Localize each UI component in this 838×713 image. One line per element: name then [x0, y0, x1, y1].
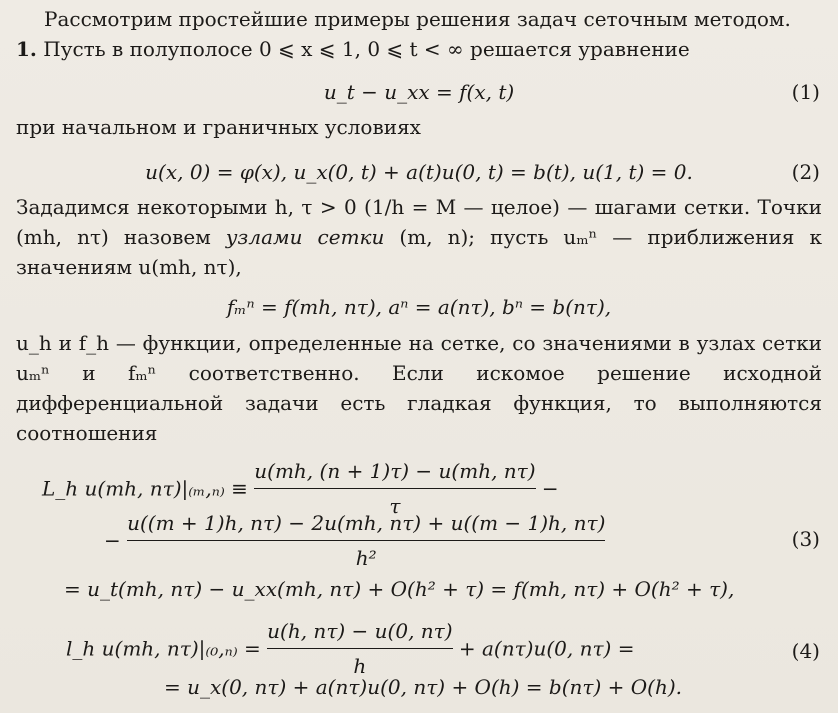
- equation-1: [16, 72, 822, 112]
- equation-4-fraction-numerator: u(h, nτ) − u(0, nτ): [267, 619, 453, 643]
- equation-4-line-2: = u_x(0, nτ) + a(nτ)u(0, nτ) + O(h) = b(nτ) + O(h).: [164, 675, 682, 699]
- fraction-bar: [254, 488, 535, 489]
- grid-definitions-body: fₘⁿ = f(mh, nτ), aⁿ = a(nτ), bⁿ = b(nτ),: [226, 295, 612, 319]
- equation-4: [16, 616, 822, 706]
- equation-3-line-3: = u_t(mh, nτ) − u_xx(mh, nτ) + O(h² + τ) = f(mh, nτ) + O(h² + τ),: [64, 577, 735, 601]
- equation-2: [16, 152, 822, 192]
- item-1-paragraph: [16, 34, 822, 64]
- equation-2-body: u(x, 0) = φ(x), u_x(0, t) + a(t)u(0, t) = b(t), u(1, t) = 0.: [145, 160, 693, 184]
- equation-1-body: u_t − u_xx = f(x, t): [323, 80, 515, 104]
- equation-3-line-2: [104, 508, 605, 573]
- equation-4-lhs: l_h u(mh, nτ)|₍₀,ₙ₎ =: [66, 636, 261, 661]
- intro-paragraph: Рассмотрим простейшие примеры решения задач сеточным методом.: [44, 7, 791, 31]
- grid-paragraph: [16, 192, 822, 282]
- equation-3-fraction-1-denominator: τ: [389, 494, 401, 518]
- page-content: [16, 4, 822, 706]
- equation-3-minus-start: −: [104, 528, 121, 553]
- equation-3-fraction-2-denominator: h²: [355, 546, 377, 570]
- equation-3-fraction-2: [127, 508, 605, 573]
- equation-3-number: (3): [791, 527, 820, 551]
- item-1-text: Пусть в полуполосе 0 ⩽ x ⩽ 1, 0 ⩽ t < ∞ решается уравнение: [43, 37, 690, 61]
- conditions-paragraph: при начальном и граничных условиях: [16, 115, 421, 139]
- equation-3-minus-end: −: [541, 476, 559, 501]
- item-number: 1.: [16, 37, 37, 61]
- equation-3-fraction-2-numerator: u((m + 1)h, nτ) − 2u(mh, nτ) + u((m − 1)h, nτ): [127, 511, 606, 535]
- equation-2-number: (2): [791, 160, 820, 184]
- fraction-bar: [127, 540, 605, 541]
- equation-3: [16, 456, 822, 608]
- equation-4-rhs: + a(nτ)u(0, nτ) =: [458, 636, 635, 661]
- equation-4-number: (4): [791, 639, 820, 663]
- equation-3-fraction-1-numerator: u(mh, (n + 1)τ) − u(mh, nτ): [254, 459, 536, 483]
- grid-text-a: Зададимся некоторыми h, τ > 0 (1/h = M — целое) — шагами сетки. Точки (mh, nτ) назовем: [16, 195, 822, 249]
- equation-3-lhs: L_h u(mh, nτ)|₍ₘ,ₙ₎ ≡: [42, 476, 248, 501]
- grid-functions-paragraph: u_h и f_h — функции, определенные на сетке, со значениями в узлах сетки uₘⁿ и fₘⁿ соответственно. Если искомое решение исходной дифференциальной задачи есть гладкая функция, то выполняются соотношения: [16, 331, 822, 445]
- equation-4-fraction-denominator: h: [353, 654, 367, 678]
- grid-text-b: (m, n); пусть uₘⁿ — приближения к значениям u(mh, nτ),: [16, 225, 822, 279]
- grid-nodes-term: узлами сетки: [225, 225, 385, 249]
- fraction-bar: [267, 648, 452, 649]
- equation-1-number: (1): [791, 80, 820, 104]
- grid-definitions: [16, 286, 822, 328]
